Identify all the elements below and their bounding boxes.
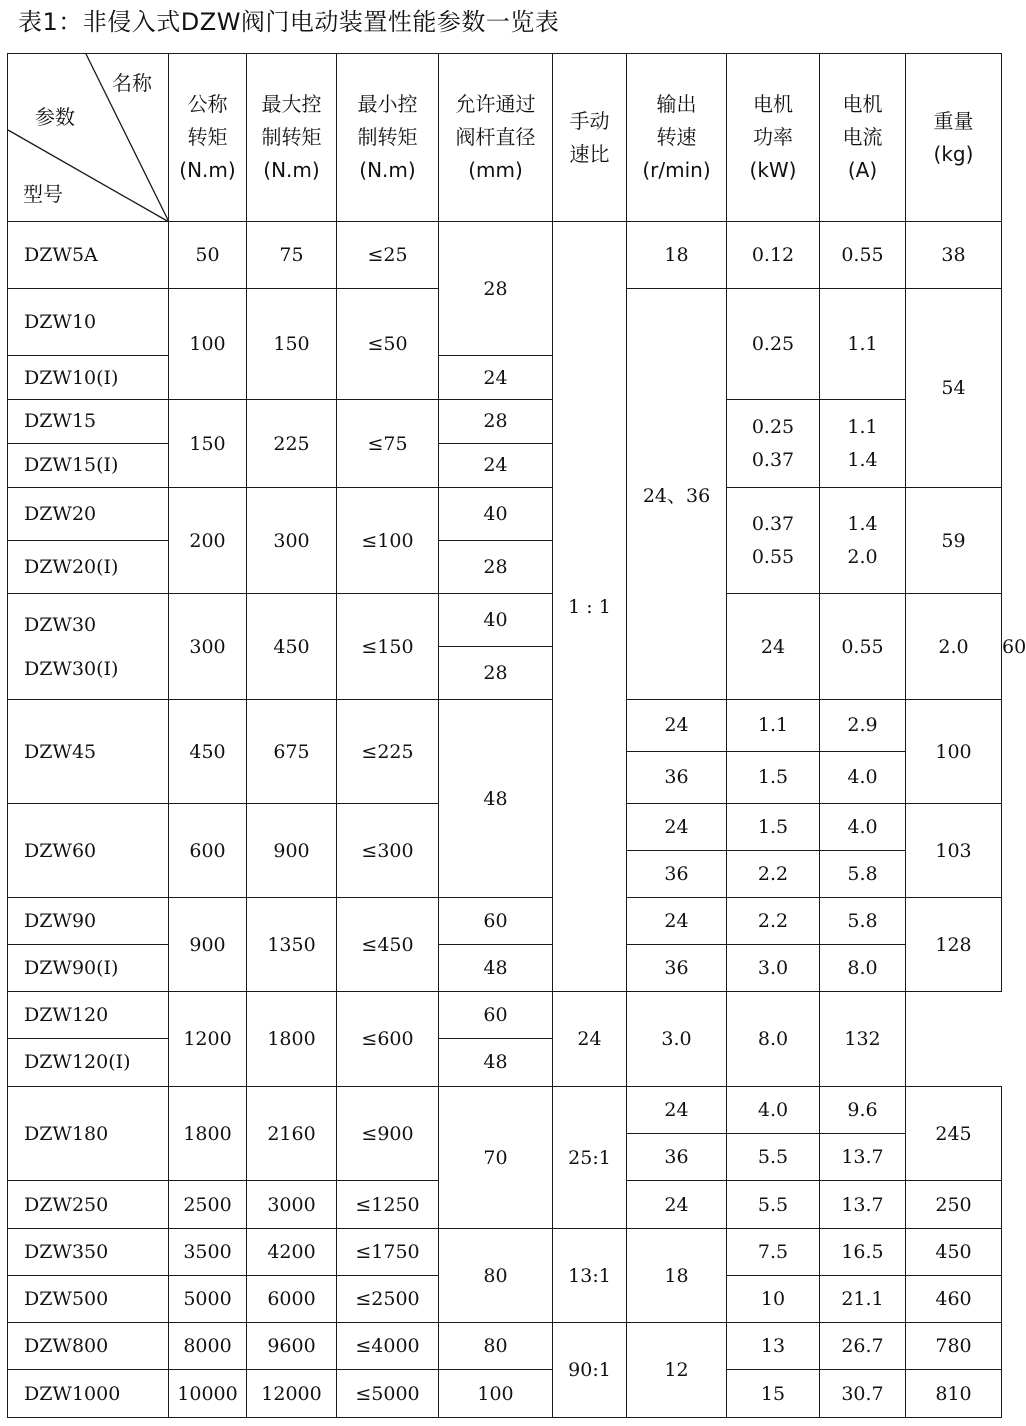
table-row	[8, 1229, 1002, 1276]
model-cell: DZW45	[8, 700, 169, 804]
model-cell: DZW350	[8, 1229, 169, 1276]
max-torque-cell: 675	[247, 700, 337, 804]
corner-header	[8, 54, 169, 222]
output-speed-cell: 24	[627, 700, 726, 752]
model-cell-pair	[8, 400, 169, 488]
motor-power-cell: 0.25	[727, 289, 820, 400]
model-cell: DZW15(I)	[24, 454, 119, 476]
max-torque-cell: 9600	[247, 1323, 337, 1370]
output-speed-cell: 18	[627, 222, 727, 289]
motor-current-cell: 1.1 1.4	[820, 400, 906, 488]
nominal-torque-cell: 2500	[169, 1181, 247, 1229]
min-torque-cell: ≤2500	[337, 1276, 439, 1323]
table-row: DZW30 DZW30(I) 300 450 ≤150 40 28 24 0.55 2.0 60	[8, 594, 1002, 700]
table-row	[8, 1323, 1002, 1370]
table-row	[8, 700, 1002, 804]
weight-cell: 460	[906, 1276, 1002, 1323]
max-torque-cell: 900	[247, 804, 337, 898]
nominal-torque-cell: 5000	[169, 1276, 247, 1323]
manual-ratio-cell: 90:1	[553, 1323, 627, 1418]
motor-current-cell: 2.0	[906, 594, 1002, 700]
max-torque-cell: 6000	[247, 1276, 337, 1323]
table-row	[8, 1087, 1002, 1181]
output-speed-cell: 24	[727, 594, 820, 700]
motor-current-cell-pair	[820, 898, 906, 992]
weight-cell: 59	[906, 488, 1002, 594]
output-speed-cell: 24	[627, 898, 726, 945]
stem-diameter-cell: 48	[483, 1051, 508, 1073]
motor-current-cell-pair	[820, 804, 906, 898]
model-cell: DZW20	[8, 488, 168, 541]
motor-power-cell: 1.5	[727, 804, 819, 851]
motor-power-cell: 0.12	[727, 222, 820, 289]
min-torque-cell: ≤600	[337, 992, 439, 1087]
weight-cell: 103	[906, 804, 1002, 898]
max-torque-cell: 12000	[247, 1370, 337, 1418]
nominal-torque-cell: 600	[169, 804, 247, 898]
motor-power-cell: 0.55	[820, 594, 906, 700]
motor-power-cell: 13	[727, 1323, 820, 1370]
output-speed-cell: 24	[627, 1087, 726, 1134]
stem-diameter-cell-pair	[439, 898, 553, 992]
model-cell-pair	[8, 488, 169, 594]
output-speed-cell: 24	[627, 804, 726, 851]
header-row	[8, 54, 1002, 222]
min-torque-cell: ≤300	[337, 804, 439, 898]
motor-power-cell: 1.1	[727, 700, 819, 752]
max-torque-cell: 3000	[247, 1181, 337, 1229]
min-torque-cell: ≤75	[337, 400, 439, 488]
output-speed-cell-pair	[627, 898, 727, 992]
header-weight: 重量 (kg)	[906, 54, 1002, 222]
model-cell: DZW10	[8, 289, 169, 356]
output-speed-cell: 24、36	[627, 289, 727, 700]
min-torque-cell: ≤100	[337, 488, 439, 594]
max-torque-cell: 150	[247, 289, 337, 400]
motor-current-cell: 4.0	[820, 804, 905, 851]
output-speed-cell: 12	[627, 1323, 727, 1418]
motor-current-cell: 13.7	[820, 1181, 906, 1229]
nominal-torque-cell: 450	[169, 700, 247, 804]
stem-diameter-cell: 60	[439, 898, 552, 945]
output-speed-cell-pair	[627, 804, 727, 898]
motor-current-cell: 9.6	[820, 1087, 905, 1134]
min-torque-cell: ≤1250	[337, 1181, 439, 1229]
motor-power-cell: 0.25 0.37	[727, 400, 820, 488]
stem-diameter-cell-pair	[439, 400, 553, 488]
max-torque-cell: 225	[247, 400, 337, 488]
motor-current-cell: 8.0	[727, 992, 820, 1087]
min-torque-cell: ≤5000	[337, 1370, 439, 1418]
max-torque-cell: 1800	[247, 992, 337, 1087]
motor-power-cell: 3.0	[627, 992, 727, 1087]
model-cell: DZW10(I)	[8, 356, 169, 400]
motor-current-cell: 26.7	[820, 1323, 906, 1370]
motor-power-cell: 7.5	[727, 1229, 820, 1276]
stem-diameter-cell-pair	[439, 488, 553, 594]
motor-power-cell: 5.5	[757, 1146, 789, 1168]
table-row	[8, 488, 1002, 594]
model-cell-pair	[8, 898, 169, 992]
motor-power-cell: 4.0	[727, 1087, 819, 1134]
table-row	[8, 400, 1002, 488]
table-title: 表1：非侵入式DZW阀门电动装置性能参数一览表	[18, 8, 560, 36]
model-cell: DZW120	[8, 992, 168, 1039]
nominal-torque-cell: 10000	[169, 1370, 247, 1418]
output-speed-cell: 24	[627, 1181, 727, 1229]
max-torque-cell: 1350	[247, 898, 337, 992]
weight-cell: 100	[906, 700, 1002, 804]
nominal-torque-cell: 150	[169, 400, 247, 488]
max-torque-cell: 4200	[247, 1229, 337, 1276]
nominal-torque-cell: 3500	[169, 1229, 247, 1276]
weight-cell: 38	[906, 222, 1002, 289]
weight-cell: 810	[906, 1370, 1002, 1418]
output-speed-cell-pair	[627, 1087, 727, 1181]
header-nominal-torque: 公称 转矩 (N.m)	[169, 54, 247, 222]
table-row	[8, 222, 1002, 289]
motor-power-cell: 5.5	[727, 1181, 820, 1229]
nominal-torque-cell: 900	[169, 898, 247, 992]
stem-diameter-cell: 48	[483, 957, 508, 979]
stem-diameter-cell: 70	[439, 1087, 553, 1229]
motor-current-cell: 30.7	[820, 1370, 906, 1418]
min-torque-cell: ≤150	[337, 594, 439, 700]
motor-current-cell: 13.7	[841, 1146, 884, 1168]
max-torque-cell: 75	[247, 222, 337, 289]
model-cell: DZW1000	[8, 1370, 169, 1418]
motor-current-cell: 0.55	[820, 222, 906, 289]
output-speed-cell: 24	[553, 992, 627, 1087]
model-cell: DZW90	[8, 898, 168, 945]
header-motor-power: 电机 功率 (kW)	[727, 54, 820, 222]
stem-diameter-cell: 80	[439, 1229, 553, 1323]
corner-label-param: 参数	[35, 105, 75, 129]
stem-diameter-cell: 24	[439, 356, 553, 400]
output-speed-cell: 36	[664, 1146, 689, 1168]
nominal-torque-cell: 1200	[169, 992, 247, 1087]
nominal-torque-cell: 200	[169, 488, 247, 594]
weight-cell: 128	[906, 898, 1002, 992]
min-torque-cell: ≤900	[337, 1087, 439, 1181]
motor-current-cell: 16.5	[820, 1229, 906, 1276]
motor-current-cell: 2.9	[820, 700, 905, 752]
table-row	[8, 898, 1002, 992]
min-torque-cell: ≤450	[337, 898, 439, 992]
stem-diameter-cell: 40	[439, 488, 552, 541]
spec-table-container	[7, 53, 1026, 1418]
motor-current-cell: 5.8	[820, 898, 905, 945]
output-speed-cell: 36	[664, 863, 689, 885]
motor-current-cell: 1.4 2.0	[820, 488, 906, 594]
stem-diameter-cell: 28	[439, 400, 552, 444]
weight-cell: 132	[820, 992, 906, 1087]
nominal-torque-cell: 50	[169, 222, 247, 289]
motor-current-cell-pair	[820, 1087, 906, 1181]
stem-diameter-cell: 48	[439, 700, 553, 898]
motor-current-cell: 5.8	[847, 863, 878, 885]
model-cell: DZW800	[8, 1323, 169, 1370]
min-torque-cell: ≤225	[337, 700, 439, 804]
stem-diameter-cell: 28	[483, 556, 508, 578]
model-cell-pair	[8, 594, 169, 700]
stem-diameter-cell: 28	[439, 222, 553, 356]
motor-current-cell-pair	[820, 700, 906, 804]
nominal-torque-cell: 300	[169, 594, 247, 700]
motor-power-cell-pair	[727, 898, 820, 992]
model-cell: DZW15	[8, 400, 168, 444]
table-row	[8, 992, 1002, 1087]
weight-cell: 250	[906, 1181, 1002, 1229]
motor-power-cell-pair	[727, 700, 820, 804]
spec-table	[7, 53, 1026, 1418]
motor-power-cell-pair	[727, 1087, 820, 1181]
model-cell: DZW90(I)	[24, 957, 119, 979]
weight-cell: 780	[906, 1323, 1002, 1370]
motor-power-cell: 2.2	[727, 898, 819, 945]
min-torque-cell: ≤4000	[337, 1323, 439, 1370]
weight-cell: 245	[906, 1087, 1002, 1181]
min-torque-cell: ≤1750	[337, 1229, 439, 1276]
max-torque-cell: 450	[247, 594, 337, 700]
table-row	[8, 1370, 1002, 1418]
motor-power-cell: 10	[727, 1276, 820, 1323]
stem-diameter-cell: 40	[439, 594, 552, 647]
min-torque-cell: ≤25	[337, 222, 439, 289]
weight-cell: 450	[906, 1229, 1002, 1276]
model-cell: DZW20(I)	[24, 556, 119, 578]
model-cell: DZW30	[24, 613, 97, 636]
motor-current-cell: 21.1	[820, 1276, 906, 1323]
max-torque-cell: 300	[247, 488, 337, 594]
motor-current-cell: 8.0	[847, 957, 878, 979]
motor-power-cell: 3.0	[757, 957, 789, 979]
manual-ratio-cell: 25:1	[553, 1087, 627, 1229]
output-speed-cell-pair	[627, 700, 727, 804]
manual-ratio-cell: 13:1	[553, 1229, 627, 1323]
stem-diameter-cell: 24	[483, 454, 508, 476]
nominal-torque-cell: 100	[169, 289, 247, 400]
model-cell: DZW60	[8, 804, 169, 898]
motor-power-cell: 1.5	[757, 766, 789, 788]
manual-ratio-cell: 1 : 1	[553, 222, 627, 992]
output-speed-cell: 36	[664, 957, 689, 979]
min-torque-cell: ≤50	[337, 289, 439, 400]
output-speed-cell: 18	[627, 1229, 727, 1323]
motor-power-cell: 0.37 0.55	[727, 488, 820, 594]
motor-power-cell-pair	[727, 804, 820, 898]
motor-current-cell: 1.1	[820, 289, 906, 400]
model-cell-pair	[8, 992, 169, 1087]
header-max-torque: 最大控 制转矩 (N.m)	[247, 54, 337, 222]
header-stem-diameter: 允许通过 阀杆直径 (mm)	[439, 54, 553, 222]
corner-label-name: 名称	[112, 71, 152, 95]
model-cell: DZW180	[8, 1087, 169, 1181]
corner-label-model: 型号	[23, 182, 63, 206]
stem-diameter-cell: 100	[439, 1370, 553, 1418]
stem-diameter-cell: 60	[439, 992, 552, 1039]
nominal-torque-cell: 1800	[169, 1087, 247, 1181]
output-speed-cell: 36	[664, 766, 689, 788]
nominal-torque-cell: 8000	[169, 1323, 247, 1370]
model-cell: DZW500	[8, 1276, 169, 1323]
model-cell: DZW30(I)	[24, 657, 119, 680]
motor-power-cell: 2.2	[757, 863, 789, 885]
motor-current-cell: 4.0	[847, 766, 878, 788]
motor-power-cell: 15	[727, 1370, 820, 1418]
model-cell: DZW5A	[8, 222, 169, 289]
stem-diameter-cell-pair	[439, 594, 553, 700]
stem-diameter-cell: 28	[483, 662, 508, 684]
stem-diameter-cell: 80	[439, 1323, 553, 1370]
header-min-torque: 最小控 制转矩 (N.m)	[337, 54, 439, 222]
stem-diameter-cell-pair	[439, 992, 553, 1087]
model-cell: DZW250	[8, 1181, 169, 1229]
model-cell: DZW120(I)	[24, 1051, 131, 1073]
header-output-speed: 输出 转速 (r/min)	[627, 54, 727, 222]
max-torque-cell: 2160	[247, 1087, 337, 1181]
weight-cell: 54	[906, 289, 1002, 488]
header-motor-current: 电机 电流 (A)	[820, 54, 906, 222]
header-manual-ratio: 手动 速比	[553, 54, 627, 222]
